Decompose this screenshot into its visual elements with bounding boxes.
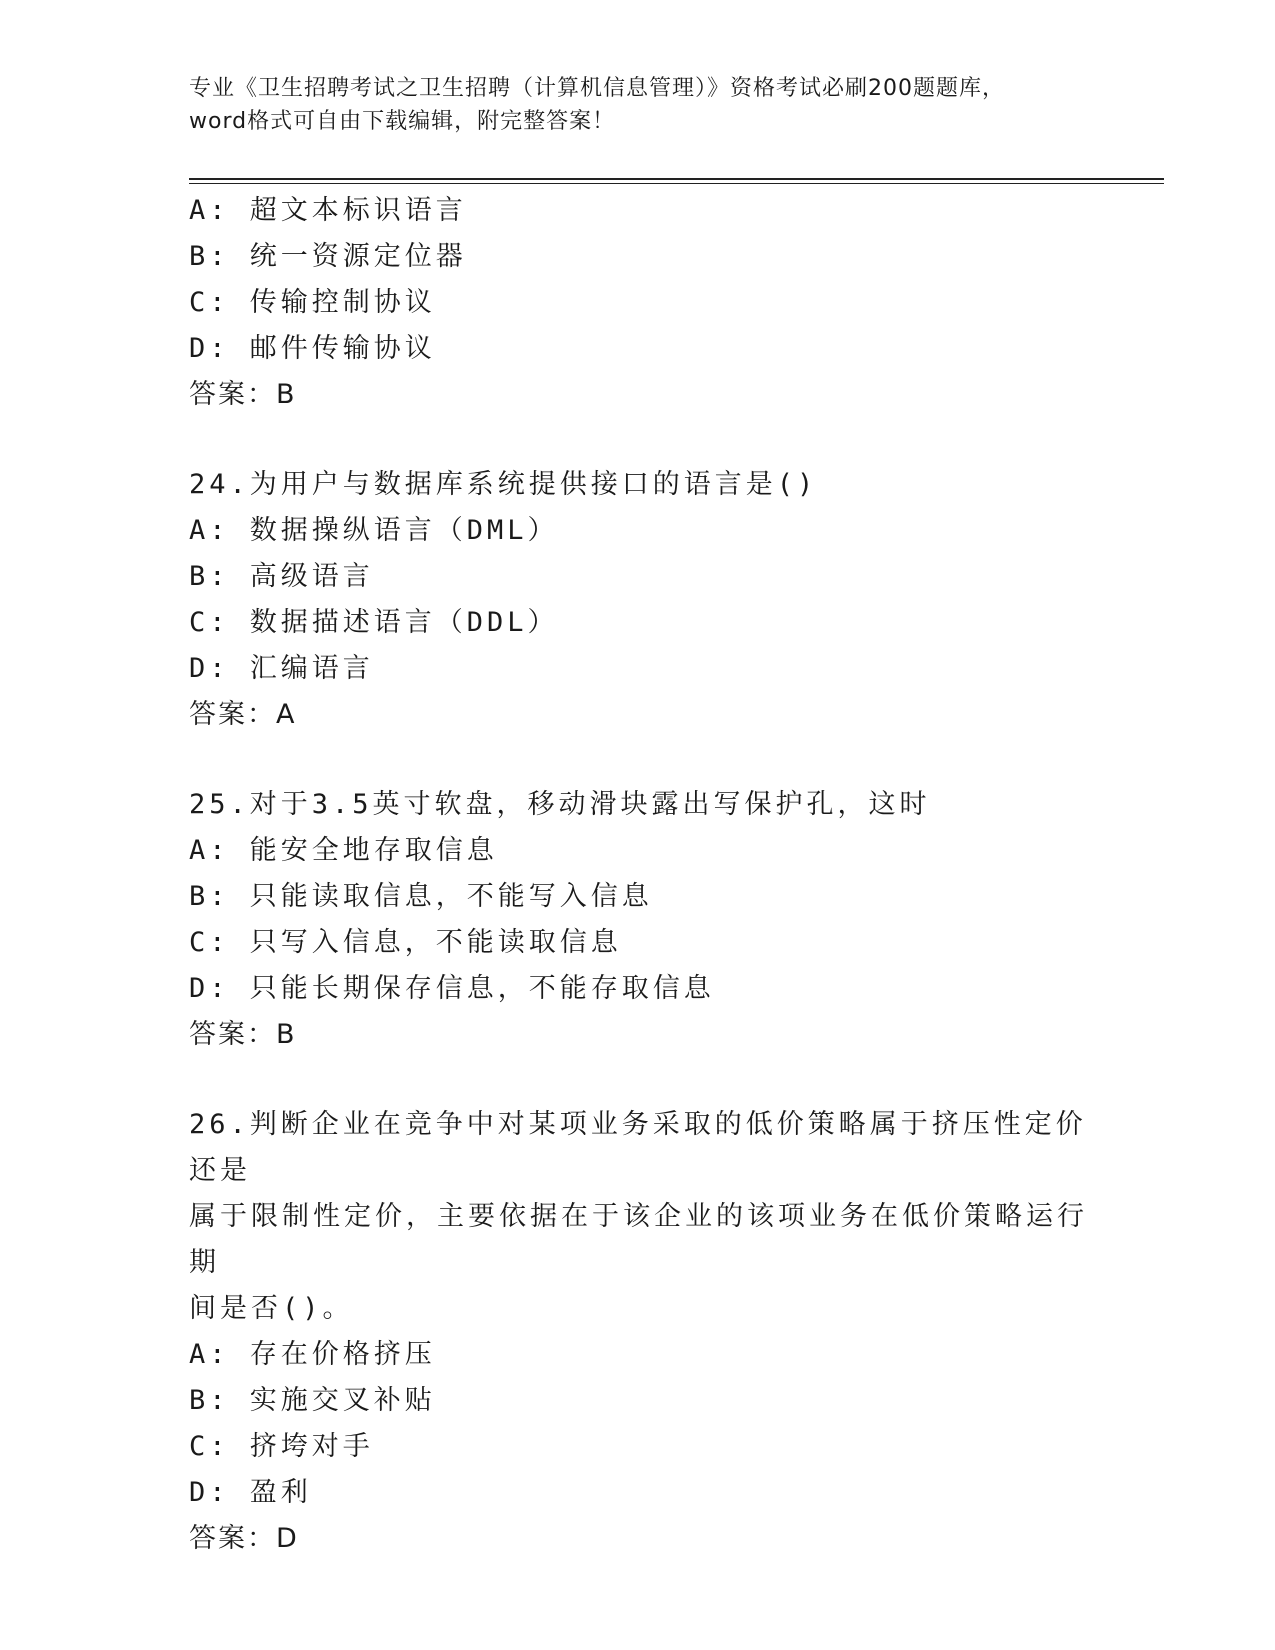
- option-b: B: 实施交叉补贴: [189, 1385, 436, 1416]
- option-c: C: 挤垮对手: [189, 1431, 374, 1462]
- question-stem-line-2: 属于限制性定价，主要依据在于该企业的该项业务在低价策略运行期: [189, 1201, 1088, 1278]
- question-list: [189, 188, 1089, 1606]
- option-a: A: 能安全地存取信息: [189, 835, 498, 866]
- option-d: D: 盈利: [189, 1477, 312, 1508]
- answer-line: 答案：A: [189, 699, 297, 730]
- question-fragment: [189, 188, 1089, 418]
- answer-line: 答案：B: [189, 1019, 297, 1050]
- question-26: [189, 1102, 1089, 1562]
- option-a: A: 存在价格挤压: [189, 1339, 436, 1370]
- question-stem: 25.对于3.5英寸软盘，移动滑块露出写保护孔，这时: [189, 789, 931, 820]
- option-d: D: 邮件传输协议: [189, 333, 436, 364]
- document-header: [189, 72, 1089, 138]
- option-b: B: 高级语言: [189, 561, 374, 592]
- answer-line: 答案：D: [189, 1523, 299, 1554]
- question-stem-line-1: 26.判断企业在竞争中对某项业务采取的低价策略属于挤压性定价还是: [189, 1109, 1087, 1186]
- question-stem: 24.为用户与数据库系统提供接口的语言是(): [189, 469, 818, 500]
- option-c: C: 传输控制协议: [189, 287, 436, 318]
- header-divider: [189, 178, 1164, 184]
- option-d: D: 只能长期保存信息，不能存取信息: [189, 973, 715, 1004]
- option-a: A: 数据操纵语言（DML）: [189, 515, 559, 546]
- header-line-2: word格式可自由下载编辑，附完整答案！: [189, 109, 616, 134]
- option-b: B: 统一资源定位器: [189, 241, 467, 272]
- question-24: [189, 462, 1089, 738]
- option-b: B: 只能读取信息，不能写入信息: [189, 881, 653, 912]
- question-25: [189, 782, 1089, 1058]
- header-line-1: 专业《卫生招聘考试之卫生招聘（计算机信息管理）》资格考试必刷200题题库，: [189, 76, 1005, 101]
- question-stem-line-3: 间是否()。: [189, 1293, 354, 1324]
- option-d: D: 汇编语言: [189, 653, 374, 684]
- option-a: A: 超文本标识语言: [189, 195, 467, 226]
- option-c: C: 数据描述语言（DDL）: [189, 607, 559, 638]
- option-c: C: 只写入信息，不能读取信息: [189, 927, 622, 958]
- answer-line: 答案：B: [189, 379, 297, 410]
